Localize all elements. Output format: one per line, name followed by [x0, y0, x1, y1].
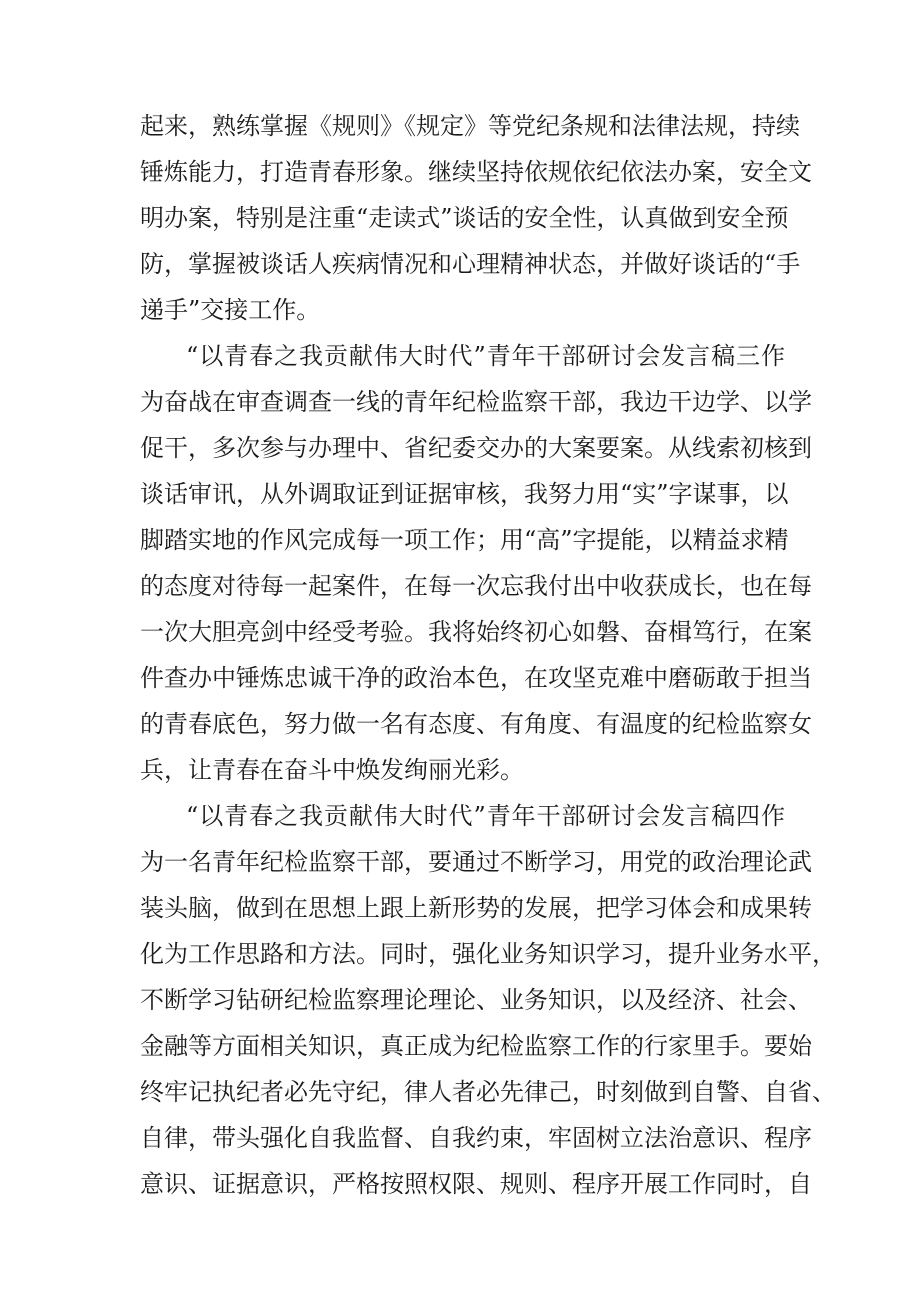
text-line: 不断学习钻研纪检监察理论理论、业务知识，以及经济、社会、: [140, 986, 812, 1014]
text-line: 为奋战在审查调查一线的青年纪检监察干部，我边干边学、以学: [140, 388, 812, 416]
text-line: 锤炼能力，打造青春形象。继续坚持依规依纪依法办案，安全文: [140, 158, 812, 186]
text-line: 自律，带头强化自我监督、自我约束，牢固树立法治意识、程序: [140, 1124, 812, 1152]
text-line: “以青春之我贡献伟大时代”青年干部研讨会发言稿四作: [186, 802, 785, 830]
paragraph-2: [140, 333, 812, 793]
text-line: 兵，让青春在奋斗中焕发绚丽光彩。: [140, 756, 524, 784]
text-line: 意识、证据意识，严格按照权限、规则、程序开展工作同时，自: [140, 1170, 812, 1198]
text-line: 递手”交接工作。: [140, 296, 321, 324]
text-line: 起来，熟练掌握《规则》《规定》等党纪条规和法律法规，持续: [140, 112, 800, 140]
text-line: 一次大胆亮剑中经受考验。我将始终初心如磐、奋楫笃行，在案: [140, 618, 812, 646]
text-line: 的青春底色，努力做一名有态度、有角度、有温度的纪检监察女: [140, 710, 812, 738]
text-line: 的态度对待每一起案件，在每一次忘我付出中收获成长，也在每: [140, 572, 812, 600]
text-line: 明办案，特别是注重“走读式”谈话的安全性，认真做到安全预: [140, 204, 789, 232]
text-line: 件查办中锤炼忠诚干净的政治本色，在攻坚克难中磨砺敢于担当: [140, 664, 812, 692]
text-line: 促干，多次参与办理中、省纪委交办的大案要案。从线索初核到: [140, 434, 812, 462]
paragraph-3: [140, 793, 836, 1207]
text-line: 谈话审讯，从外调取证到证据审核，我努力用“实”字谋事，以: [140, 480, 789, 508]
text-line: 化为工作思路和方法。同时，强化业务知识学习，提升业务水平，: [140, 940, 836, 968]
text-line: “以青春之我贡献伟大时代”青年干部研讨会发言稿三作: [186, 342, 785, 370]
text-line: 终牢记执纪者必先守纪，律人者必先律己，时刻做到自警、自省、: [140, 1078, 836, 1106]
document-body: [140, 103, 836, 1207]
text-line: 装头脑，做到在思想上跟上新形势的发展，把学习体会和成果转: [140, 894, 812, 922]
text-line: 为一名青年纪检监察干部，要通过不断学习，用党的政治理论武: [140, 848, 812, 876]
text-line: 脚踏实地的作风完成每一项工作；用“高”字提能，以精益求精: [140, 526, 789, 554]
text-line: 防，掌握被谈话人疾病情况和心理精神状态，并做好谈话的“手: [140, 250, 801, 278]
paragraph-1: [140, 103, 812, 333]
text-line: 金融等方面相关知识，真正成为纪检监察工作的行家里手。要始: [140, 1032, 812, 1060]
